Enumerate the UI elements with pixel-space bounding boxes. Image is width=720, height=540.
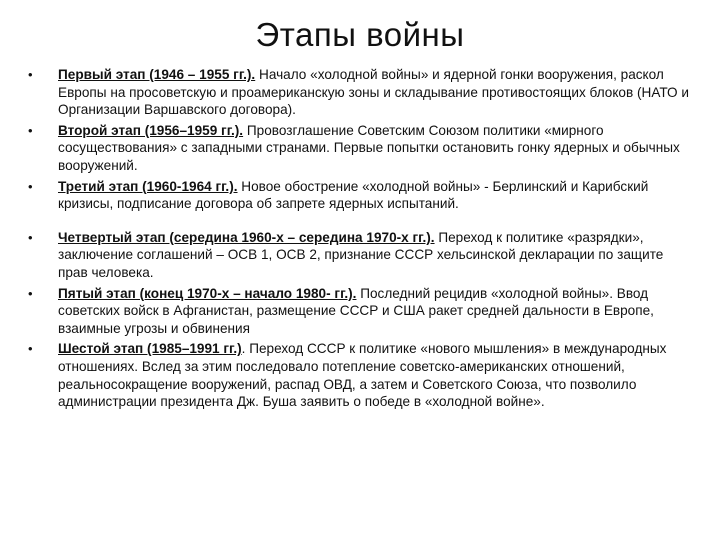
bullet-icon: • — [28, 229, 33, 245]
list-item-stage-6 — [28, 340, 692, 410]
list-item-stage-4 — [28, 229, 692, 282]
stage-heading: Второй этап (1956–1959 гг.). — [58, 122, 244, 138]
stage-heading: Третий этап (1960-1964 гг.). — [58, 178, 238, 194]
bullet-icon: • — [28, 178, 33, 194]
bullet-icon: • — [28, 341, 33, 357]
stage-heading: Четвертый этап (середина 1960-х – середина 1970-х гг.). — [58, 229, 435, 245]
stage-description: Последний рецидив «холодной войны». Ввод советских войск в Афганистан, размещение СССР и США ракет средней дальности в Европе, взаимные угрозы и обвинения — [58, 285, 654, 336]
stage-description: Новое обострение «холодной войны» - Берлинский и Карибский кризисы, подписание договора об запрете ядерных испытаний. — [58, 178, 649, 212]
stage-list — [28, 66, 692, 411]
list-item-stage-3 — [28, 178, 692, 213]
stage-description: Переход к политике «разрядки», заключение соглашений – ОСВ 1, ОСВ 2, признание СССР хельсинской декларации по защите прав человека. — [58, 229, 664, 280]
slide-title: Этапы войны — [255, 16, 465, 53]
bullet-icon: • — [28, 67, 33, 82]
list-item-stage-5 — [28, 285, 692, 338]
bullet-icon: • — [28, 285, 33, 301]
stage-description: Провозглашение Советским Союзом политики «мирного сосуществования» с западными странами. Первые попытки остановить гонку ядерных и обычных вооружений. — [58, 122, 680, 173]
stage-description: . Переход СССР к политике «нового мышления» в международных отношениях. Вслед за этим последовало потепление советско-американских отношений, реальносокращение вооружений, распад ОВД, а затем и Советского Союза, что позволило администрации президента Дж. Буша заявить о победе в «холодной войне». — [58, 341, 667, 410]
stage-heading: Пятый этап (конец 1970-х – начало 1980- гг.). — [58, 285, 357, 301]
stage-heading: Первый этап (1946 – 1955 гг.). — [58, 67, 256, 82]
bullet-icon: • — [28, 122, 33, 138]
stage-heading: Шестой этап (1985–1991 гг.) — [58, 341, 242, 357]
list-item-stage-2 — [28, 122, 692, 175]
list-item-stage-1 — [28, 66, 692, 119]
stage-description: Начало «холодной войны» и ядерной гонки вооружения, раскол Европы на просоветскую и проамериканскую зоны и складывание противостоящих блоков (НАТО и Организации Варшавского договора). — [58, 67, 689, 118]
